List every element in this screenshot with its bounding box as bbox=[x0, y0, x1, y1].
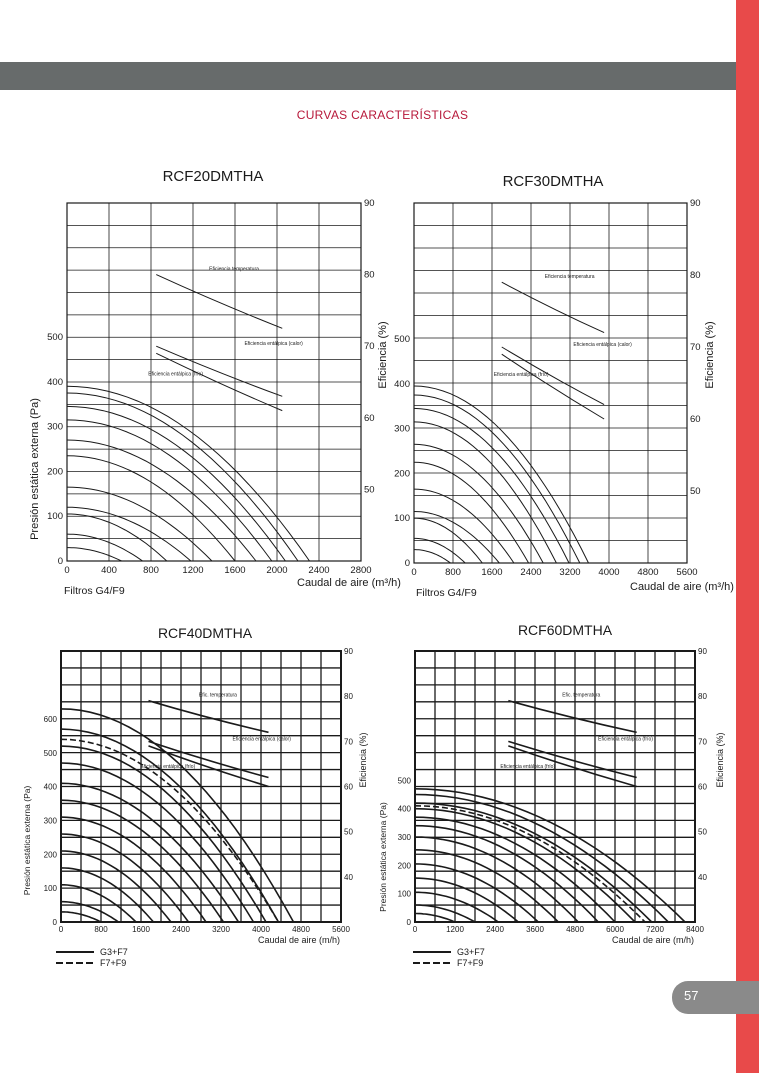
y-tick-label: 0 bbox=[52, 918, 57, 927]
y-tick-label: 200 bbox=[394, 468, 410, 480]
efficiency-label: Eficiencia temperatura bbox=[209, 266, 259, 273]
y-tick-label: 100 bbox=[47, 511, 63, 523]
x-tick-label: 6000 bbox=[606, 925, 624, 934]
x-axis-label: Caudal de aire (m³/h) bbox=[630, 581, 734, 593]
y2-tick-label: 60 bbox=[698, 782, 707, 792]
y-tick-label: 100 bbox=[394, 513, 410, 525]
efficiency-label: Eficiencia entálpica (frío) bbox=[140, 763, 196, 770]
y2-tick-label: 50 bbox=[690, 486, 701, 497]
efficiency-label: Eficiencia entálpica (calor) bbox=[232, 736, 291, 743]
y-axis-label: Presión estática externa (Pa) bbox=[22, 785, 32, 896]
x-tick-label: 5600 bbox=[332, 925, 350, 934]
y2-tick-label: 80 bbox=[690, 270, 701, 281]
x-tick-label: 1600 bbox=[481, 567, 503, 578]
y-axis-label: Presión estática externa (Pa) bbox=[29, 398, 41, 540]
y-tick-label: 0 bbox=[57, 556, 63, 567]
y-tick-label: 400 bbox=[397, 804, 411, 814]
y2-axis-label: Eficiencia (%) bbox=[358, 732, 368, 788]
y2-tick-label: 70 bbox=[344, 737, 353, 747]
y-tick-label: 500 bbox=[397, 776, 411, 786]
x-tick-label: 1600 bbox=[132, 925, 150, 934]
y-tick-label: 400 bbox=[43, 782, 57, 792]
y-tick-label: 500 bbox=[43, 748, 57, 758]
x-tick-label: 1600 bbox=[224, 565, 246, 576]
efficiency-line bbox=[508, 701, 636, 733]
y2-tick-label: 80 bbox=[344, 692, 353, 702]
y2-tick-label: 60 bbox=[344, 782, 353, 792]
legend-label: F7+F9 bbox=[457, 958, 484, 968]
x-tick-label: 0 bbox=[58, 925, 64, 934]
y-tick-label: 500 bbox=[394, 334, 410, 345]
y2-tick-label: 80 bbox=[364, 269, 375, 281]
y2-axis-label: Eficiencia (%) bbox=[704, 321, 716, 389]
efficiency-label: Eficiencia entálpica (frío) bbox=[493, 372, 549, 379]
x-tick-label: 2400 bbox=[486, 925, 504, 934]
y2-tick-label: 90 bbox=[690, 198, 701, 209]
y-tick-label: 200 bbox=[47, 466, 63, 478]
x-tick-label: 800 bbox=[94, 925, 108, 934]
legend-label: G3+F7 bbox=[457, 947, 485, 957]
x-tick-label: 2400 bbox=[520, 567, 542, 578]
pressure-curve bbox=[415, 850, 558, 922]
y-tick-label: 300 bbox=[43, 816, 57, 826]
chart-title: RCF60DMTHA bbox=[517, 622, 613, 638]
y2-axis-label: Eficiencia (%) bbox=[715, 732, 725, 788]
y2-tick-label: 70 bbox=[690, 342, 701, 353]
x-tick-label: 400 bbox=[101, 565, 117, 576]
legend-label: F7+F9 bbox=[100, 958, 127, 968]
efficiency-label: Eficiencia entálpica (frío) bbox=[500, 763, 556, 770]
y2-tick-label: 50 bbox=[344, 827, 353, 837]
y2-tick-label: 90 bbox=[698, 647, 707, 656]
y2-tick-label: 90 bbox=[364, 198, 375, 209]
y2-tick-label: 60 bbox=[690, 414, 701, 425]
pressure-curve bbox=[415, 892, 498, 922]
legend-label: G3+F7 bbox=[100, 947, 128, 957]
pressure-curve bbox=[415, 837, 578, 922]
y2-tick-label: 60 bbox=[364, 412, 375, 424]
chart-title: RCF20DMTHA bbox=[162, 168, 264, 185]
y-tick-label: 0 bbox=[406, 918, 411, 927]
efficiency-label: Eficiencia entálpica (calor) bbox=[244, 341, 303, 348]
x-tick-label: 1200 bbox=[446, 925, 464, 934]
page-number: 57 bbox=[684, 988, 699, 1003]
y-tick-label: 300 bbox=[397, 833, 411, 842]
y-tick-label: 400 bbox=[47, 376, 63, 388]
efficiency-label: Eficiencia entálpica (frío) bbox=[598, 736, 653, 743]
y2-tick-label: 70 bbox=[698, 737, 707, 747]
x-tick-label: 4000 bbox=[252, 925, 270, 934]
y2-tick-label: 90 bbox=[344, 647, 353, 656]
y-tick-label: 500 bbox=[47, 332, 63, 343]
x-tick-label: 3200 bbox=[559, 567, 581, 578]
x-tick-label: 0 bbox=[64, 565, 70, 576]
section-title: CURVAS CARACTERÍSTICAS bbox=[296, 108, 469, 122]
efficiency-label: Eficiencia temperatura bbox=[544, 274, 595, 281]
chart-title: RCF40DMTHA bbox=[157, 625, 253, 641]
filter-note: Filtros G4/F9 bbox=[64, 585, 125, 597]
x-axis-label: Caudal de aire (m/h) bbox=[258, 935, 341, 945]
x-tick-label: 2000 bbox=[266, 565, 288, 576]
x-tick-label: 800 bbox=[143, 565, 159, 576]
y-tick-label: 200 bbox=[43, 850, 57, 860]
filter-note: Filtros G4/F9 bbox=[416, 587, 477, 599]
x-tick-label: 4800 bbox=[637, 567, 659, 578]
x-axis-label: Caudal de aire (m/h) bbox=[612, 935, 695, 945]
x-tick-label: 8400 bbox=[686, 925, 704, 934]
y-tick-label: 100 bbox=[397, 889, 411, 899]
efficiency-label: Efic. temperatura bbox=[562, 692, 601, 699]
y-tick-label: 200 bbox=[397, 861, 411, 871]
y2-tick-label: 40 bbox=[698, 872, 707, 882]
x-tick-label: 3600 bbox=[526, 925, 544, 934]
x-tick-label: 3200 bbox=[212, 925, 230, 934]
x-tick-label: 0 bbox=[412, 925, 418, 934]
pressure-curve bbox=[415, 795, 668, 923]
y-tick-label: 300 bbox=[394, 423, 410, 435]
y-axis-label: Presión estática externa (Pa) bbox=[378, 802, 388, 912]
y-tick-label: 400 bbox=[394, 378, 410, 390]
x-axis-label: Caudal de aire (m³/h) bbox=[297, 577, 401, 589]
efficiency-label: Efic. temperatura bbox=[198, 692, 237, 699]
x-tick-label: 7200 bbox=[646, 925, 664, 934]
y-tick-label: 300 bbox=[47, 421, 63, 433]
y2-tick-label: 50 bbox=[698, 827, 707, 837]
y2-tick-label: 40 bbox=[344, 872, 353, 882]
x-tick-label: 2800 bbox=[350, 565, 372, 576]
x-tick-label: 2400 bbox=[172, 925, 190, 934]
x-tick-label: 4800 bbox=[566, 925, 584, 934]
chart-title: RCF30DMTHA bbox=[502, 173, 604, 190]
efficiency-line bbox=[508, 741, 636, 777]
efficiency-label: Eficiencia entálpica (calor) bbox=[573, 342, 632, 348]
y-tick-label: 100 bbox=[43, 884, 57, 894]
y2-axis-label: Eficiencia (%) bbox=[377, 321, 389, 389]
y2-tick-label: 70 bbox=[364, 341, 375, 353]
y-tick-label: 600 bbox=[43, 715, 57, 724]
x-tick-label: 1200 bbox=[182, 565, 204, 576]
efficiency-label: Eficiencia entálpica (frío) bbox=[148, 371, 203, 378]
x-tick-label: 2400 bbox=[308, 565, 330, 576]
y2-tick-label: 50 bbox=[364, 484, 375, 496]
x-tick-label: 0 bbox=[411, 567, 417, 578]
x-tick-label: 4800 bbox=[292, 925, 310, 934]
y-tick-label: 0 bbox=[404, 558, 410, 569]
x-tick-label: 4000 bbox=[598, 567, 620, 578]
y2-tick-label: 80 bbox=[698, 692, 707, 702]
x-tick-label: 800 bbox=[445, 567, 461, 578]
x-tick-label: 5600 bbox=[676, 567, 698, 578]
